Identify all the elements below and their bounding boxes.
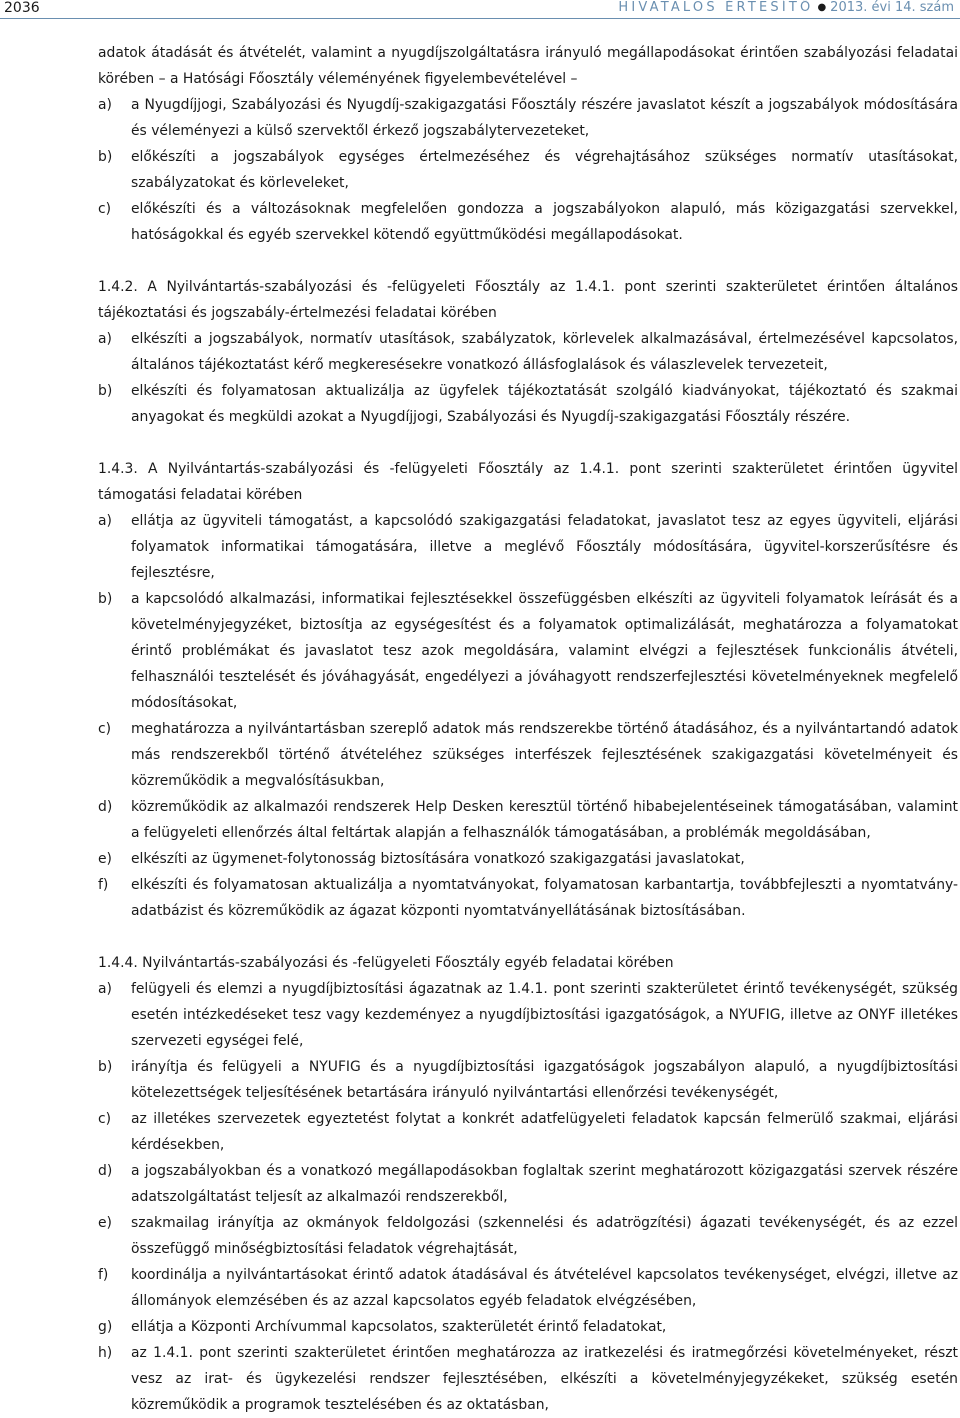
list-item-marker: g) [98, 1319, 113, 1335]
publication-name: HIVATALOS ÉRTESÍTŐ [618, 0, 814, 15]
list-item-text: az illetékes szervezetek egyeztetést folytat a konkrét adatfelügyeleti feladatok kapcsán felmerülő szakmai, eljárási kérdésekben, [131, 1111, 958, 1153]
list-item-text: a jogszabályokban és a vonatkozó megállapodásokban foglaltak szerint meghatározott közigazgatási szervek részére adatszolgáltatást teljesít az alkalmazói rendszerekből, [131, 1163, 958, 1205]
list-item [98, 378, 958, 430]
intro-paragraph: adatok átadását és átvételét, valamint a nyugdíjszolgáltatásra irányuló megállapodásokat érintően szabályozási feladatai körében – a Hatósági Főosztály véleményének figyelembevételével – [98, 45, 958, 87]
document-body [98, 40, 958, 1418]
list-item-text: a Nyugdíjjogi, Szabályozási és Nyugdíj-szakigazgatási Főosztály részére javaslatot készít a jogszabályok módosítására és véleményezi a külső szervektől érkező jogszabálytervezeteket, [131, 97, 958, 139]
list-item-text: előkészíti és a változásoknak megfelelően gondozza a jogszabályokon alapuló, más közigazgatási szervekkel, hatóságokkal és egyéb szervekkel kötendő együttműködési megállapodásokat. [131, 201, 958, 243]
list-item-text: meghatározza a nyilvántartásban szereplő adatok más rendszerekbe történő átadásához, és a nyilvántartandó adatok más rendszerekből történő átvételéhez szükséges interfészek fejlesztésének szakigazgatási követelményeit és közreműködik a megvalósításukban, [131, 721, 958, 789]
list-item [98, 144, 958, 196]
list-item [98, 1106, 958, 1158]
list-item-text: elkészíti az ügymenet-folytonosság biztosítására vonatkozó szakigazgatási javaslatokat, [131, 851, 745, 867]
list-item-text: elkészíti a jogszabályok, normatív utasítások, szabályzatok, körlevelek alkalmazásával, értelmezésével kapcsolatos, általános tájékoztatást kérő megkeresésekre vonatkozó állásfoglalások és válaszlevelek tervezeteit, [131, 331, 958, 373]
list-item-text: az 1.4.1. pont szerinti szakterületet érintően meghatározza az iratkezelési és iratmegőrzési követelményeket, részt vesz az irat- és ügykezelési rendszer fejlesztésében, elkészíti a követelményjegyzékeket, szükség esetén közreműködik a programok tesztelésében és az oktatásban, [131, 1345, 958, 1413]
spacer [98, 430, 958, 456]
list-item [98, 326, 958, 378]
list-item [98, 1158, 958, 1210]
list-item-text: ellátja a Központi Archívummal kapcsolatos, szakterületét érintő feladatokat, [131, 1319, 667, 1335]
list-item-marker: a) [98, 513, 112, 529]
list-item-marker: e) [98, 1215, 112, 1231]
list-item-text: előkészíti a jogszabályok egységes értelmezéséhez és végrehajtásához szükséges normatív utasításokat, szabályzatokat és körleveleket, [131, 149, 958, 191]
list-item-marker: a) [98, 97, 112, 113]
list-item-text: közreműködik az alkalmazói rendszerek Help Desken keresztül történő hibabejelentéseinek támogatásában, valamint a felügyeleti ellenőrzés által feltártak alapján a felhasználók támogatásában, a problémák megoldásában, [131, 799, 958, 841]
list-item-text: a kapcsolódó alkalmazási, informatikai fejlesztésekkel összefüggésben elkészíti az ügyviteli folyamatok leírását és a követelményjegyzéket, biztosítja az egységesítést és a folyamatok optimalizálását, meghatározza a folyamatokat érintő problémákat és javaslatot tesz azok megoldására, valamint elvégzi a fejlesztések funkcionális átvételi, felhasználói tesztelését és jóváhagyását, engedélyezi a jóváhagyott rendszerfejlesztési követelményeknek megfelelő módosításokat, [131, 591, 958, 711]
section-1-4-4-list [98, 976, 958, 1418]
list-item-text: ellátja az ügyviteli támogatást, a kapcsolódó szakigazgatási feladatokat, javaslatot tesz az egyes ügyviteli, eljárási folyamatok informatikai támogatására, illetve a meglévő Főosztály módosítására, ügyvitel-korszerűsítésre és fejlesztésre, [131, 513, 958, 581]
list-item-marker: e) [98, 851, 112, 867]
list-item [98, 846, 958, 872]
list-item-marker: a) [98, 981, 112, 997]
list-item-marker: a) [98, 331, 112, 347]
list-item-marker: b) [98, 591, 113, 607]
section-1-4-3-list [98, 508, 958, 924]
list-item-text: irányítja és felügyeli a NYUFIG és a nyugdíjbiztosítási igazgatóságok jogszabályon alapuló, a nyugdíjbiztosítási kötelezettségek teljesítésének betartására irányuló nyilvántartási ellenőrzési tevékenységét, [131, 1059, 958, 1101]
page-header [0, 0, 960, 26]
list-item-marker: c) [98, 201, 112, 217]
list-item-marker: d) [98, 1163, 113, 1179]
header-rule [0, 18, 960, 19]
list-item-marker: b) [98, 1059, 113, 1075]
list-item-marker: d) [98, 799, 113, 815]
spacer [98, 248, 958, 274]
issue-label: 2013. évi 14. szám [830, 0, 954, 15]
running-title [618, 0, 954, 15]
list-item [98, 1262, 958, 1314]
list-item-text: koordinálja a nyilvántartásokat érintő adatok átadásával és átvételével kapcsolatos tevékenységet, elvégzi, illetve az állományok elemzésében és az azzal kapcsolatos egyéb feladatok elvégzésében, [131, 1267, 958, 1309]
section-heading-1-4-4: 1.4.4. Nyilvántartás-szabályozási és -felügyeleti Főosztály egyéb feladatai körében [98, 955, 674, 971]
list-item [98, 716, 958, 794]
list-item [98, 196, 958, 248]
list-item-marker: f) [98, 1267, 109, 1283]
list-item [98, 1054, 958, 1106]
list-item-marker: c) [98, 721, 112, 737]
section-1-4-2-list [98, 326, 958, 430]
list-item-marker: b) [98, 383, 113, 399]
list-item [98, 794, 958, 846]
list-item [98, 1314, 958, 1340]
list-item-marker: f) [98, 877, 109, 893]
list-item [98, 872, 958, 924]
intro-list [98, 92, 958, 248]
spacer [98, 924, 958, 950]
list-item [98, 508, 958, 586]
list-item [98, 92, 958, 144]
list-item [98, 1210, 958, 1262]
list-item-text: elkészíti és folyamatosan aktualizálja a nyomtatványokat, folyamatosan karbantartja, továbbfejleszti a nyomtatvány-adatbázist és közreműködik az ágazat központi nyomtatványellátásának biztosításában. [131, 877, 958, 919]
list-item [98, 976, 958, 1054]
list-item-text: elkészíti és folyamatosan aktualizálja az ügyfelek tájékoztatását szolgáló kiadványokat, tájékoztató és szakmai anyagokat és megküldi azokat a Nyugdíjjogi, Szabályozási és Nyugdíj-szakigazgatási Főosztály részére. [131, 383, 958, 425]
list-item-marker: h) [98, 1345, 113, 1361]
bullet-icon: ● [817, 2, 827, 13]
page-number: 2036 [4, 0, 40, 16]
list-item [98, 1340, 958, 1418]
section-heading-1-4-2: 1.4.2. A Nyilvántartás-szabályozási és -felügyeleti Főosztály az 1.4.1. pont szerinti szakterületet érintően általános tájékoztatási és jogszabály-értelmezési feladatai körében [98, 279, 958, 321]
section-heading-1-4-3: 1.4.3. A Nyilvántartás-szabályozási és -felügyeleti Főosztály az 1.4.1. pont szerinti szakterületet érintően ügyvitel támogatási feladatai körében [98, 461, 958, 503]
list-item [98, 586, 958, 716]
list-item-text: szakmailag irányítja az okmányok feldolgozási (szkennelési és adatrögzítési) ágazati tevékenységét, és az ezzel összefüggő minőségbiztosítási feladatok végrehajtását, [131, 1215, 958, 1257]
list-item-marker: c) [98, 1111, 112, 1127]
list-item-marker: b) [98, 149, 113, 165]
list-item-text: felügyeli és elemzi a nyugdíjbiztosítási ágazatnak az 1.4.1. pont szerinti szakterületet érintő tevékenységét, szükség esetén intézkedéseket tesz vagy kezdeményez a nyugdíjbiztosítási igazgatóságok, a NYUFIG, illetve az ONYF illetékes szervezeti egységei felé, [131, 981, 958, 1049]
